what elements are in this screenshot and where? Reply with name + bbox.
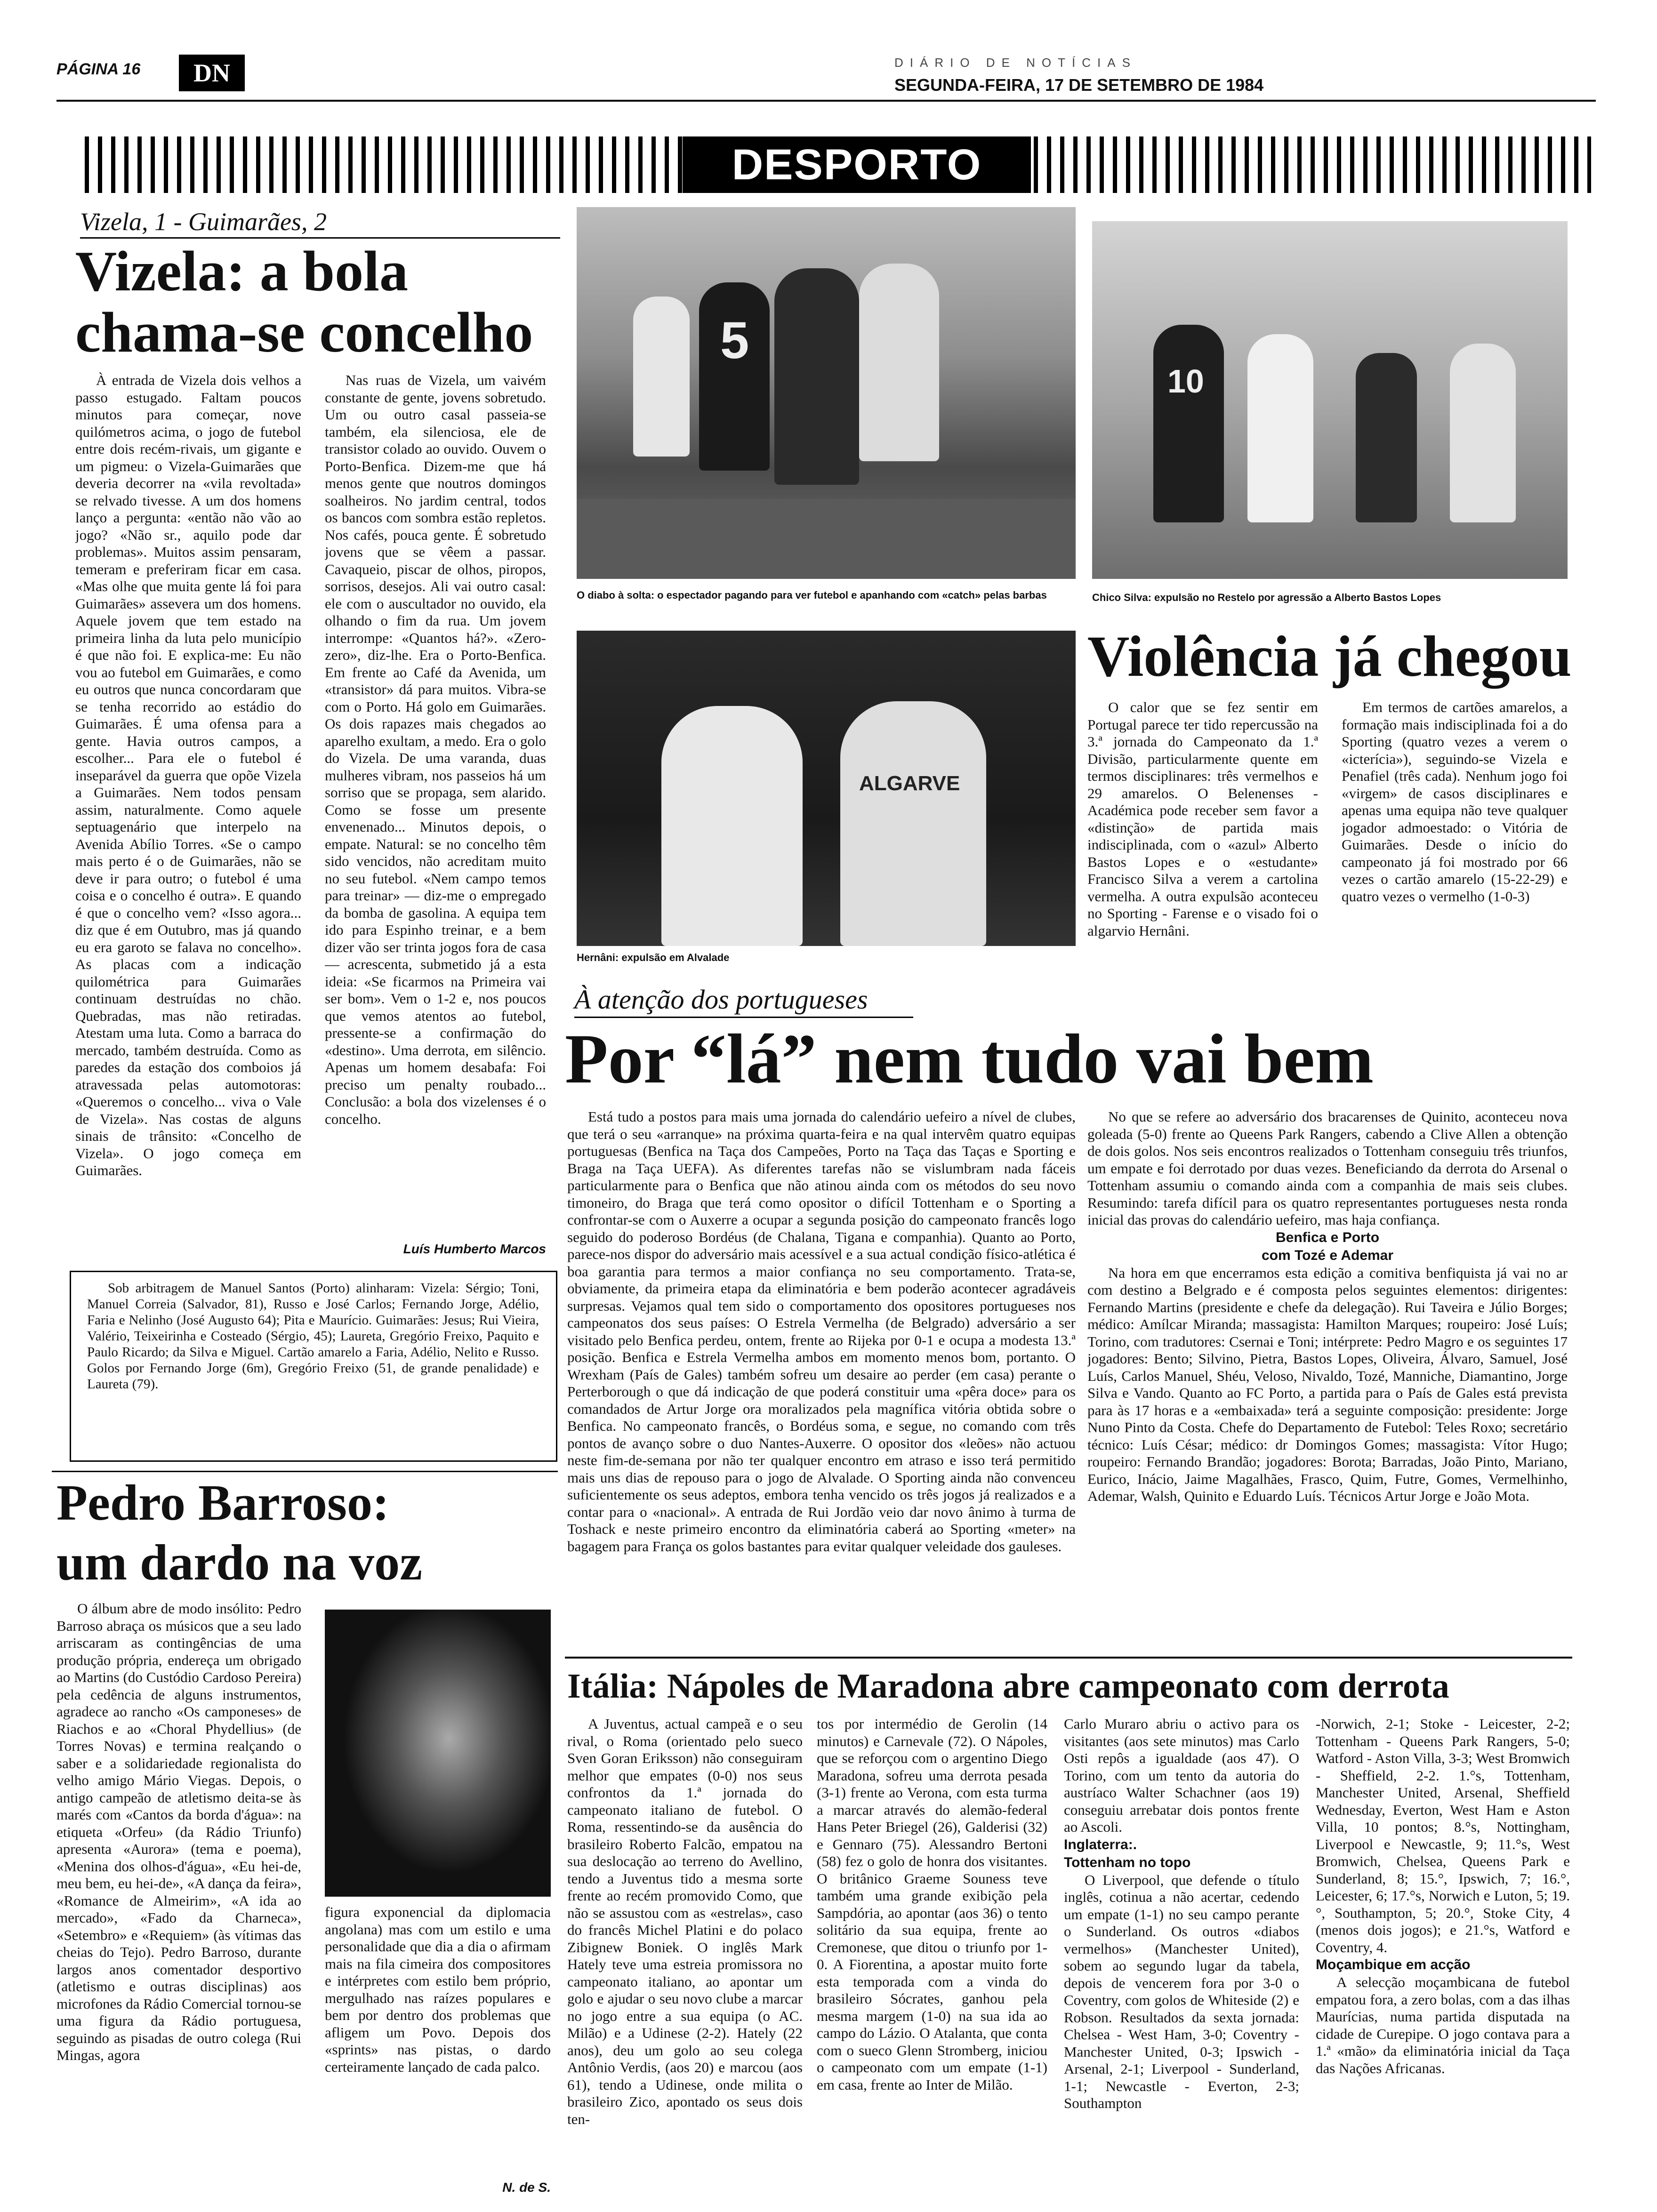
italia-column-1: A Juventus, actual campeã e o seu rival, o Roma (orientado pelo sueco Sven Goran Eriksson) não conseguiram melhor que empates (0-0) nos seus confrontos da 1.ª jornada do campeonato italiano de futebol. O Roma, ressentindo-se da ausência do brasileiro Roberto Falcão, empatou na sua deslocação ao terreno do Avellino, tendo a Juventus tido a mesma sorte frente ao recém promovido Como, que não se assustou com as «estrelas», caso do francês Michel Platini e do polaco Zibignew Boniek. O inglês Mark Hately teve uma estreia promissora no campeonato italiano, ao apontar um golo e ajudar o seu novo clube a marcar no jogo entre a sua equipa (o AC. Milão) e a Udinese (2-2). Hately (22 anos), deu um golo ao seu colega Antônio Verdis, (aos 20) e marcou (aos 61), tendo a Udinese, onde milita o brasileiro Zico, apontado os seus dois ten- (567, 1715, 803, 2127)
vizela-column-2: Nas ruas de Vizela, um vaivém constante de gente, jovens sobretudo. Um ou outro casal passeia-se também, ela silenciosa, ele de transistor colado ao ouvido. Ouvem o Porto-Benfica. Dizem-me que há menos gente que noutros domingos soalheiros. No jardim central, todos os bancos com sombra estão repletos. Nos cafés, pouca gente. É sobretudo jovens que se vêem a passar. Cavaqueio, piscar de olhos, piropos, sorrisos, desejos. Ali vai outro casal: ele com o auscultador no ouvido, ela olhando o fim da rua. Um jovem interrompe: «Quantos há?». «Zero-zero», diz-lhe. Era o Porto-Benfica. Em frente ao Café da Avenida, um «transistor» dá para muitos. Vibra-se com o Porto. Há golo em Guimarães. Os dois rapazes mais chegados ao aparelho exultam, a medo. Era o golo do Vizela. De uma varanda, duas mulheres vibram, nos passeios há um sorriso que se propaga, sem alarido. Como se fosse um presente envenenado... Minutos depois, o empate. Natural: se no concelho têm sido vencidos, não acreditam muito no seu futebol. «Nem campo temos para treinar» — diz-me o empregado da bomba de gasolina. A equipa tem ido para Espinho treinar, e a bem dizer vão ser trinta jogos fora de casa — acrescenta, submetido já a esta ideia: «Se ficarmos na Primeira vai ser bom». Vem o 1-2 e, nos poucos que vemos atentos ao futebol, pressente-se a confirmação do «destino». Uma derrota, em silêncio. Apenas um homem desabafa: Foi preciso um penalty roubado... Conclusão: a bola dos vizelenses é o concelho. (325, 372, 546, 1127)
photo-pedro-barroso (325, 1610, 551, 1897)
vizela-byline: Luís Humberto Marcos (403, 1242, 546, 1256)
italia-column-3: Carlo Muraro abriu o activo para os visitantes (aos sete minutos) mas Carlo Osti repôs a igualdade (aos 47). O Torino, com um tento da autoria do austríaco Walter Schachner (aos 19) conseguiu arrebatar dois pontos frente ao Ascoli. Inglaterra:. Tottenham no topo O Liverpool, que defende o título inglês, cotinua a não acertar, cedendo um empate (1-1) no seu campo perante o Sunderland. Os outros «diabos vermelhos» (Manchester United), sobem ao segundo lugar da tabela, depois de vencerem fora por 3-0 o Coventry, com golos de Whiteside (2) e Robson. Resultados da sexta jornada: Chelsea - West Ham, 3-0; Coventry - Manchester United, 0-3; Ipswich - Arsenal, 2-1; Liverpool - Sunderland, 1-1; Newcastle - Everton, 2-3; Southampton (1064, 1715, 1299, 2111)
publication-name: DIÁRIO DE NOTÍCIAS (894, 56, 1137, 70)
vizela-column-1: À entrada de Vizela dois velhos a passo estugado. Faltam poucos minutos para começar, nove quilómetros acima, o jogo de futebol entre dois recém-rivais, um gigante e um pigmeu: o Vizela-Guimarães que deveria decorrer na «vila revoltada» se relvado tivesse. A um dos homens lanço a pergunta: «então não vão ao jogo? «Não sr., aquilo pode dar problemas». Muitos assim pensaram, temeram e preferiram ficar em casa. «Mas olhe que muita gente lá foi para Guimarães» assevera um dos homens. Aquele jovem que tem estado na primeira linha da luta pelo município é que não foi. E explica-me: Eu não vou ao futebol em Guimarães, e como eu outros que nunca concordaram que se tenha recorrido ao estádio do Guimarães. É uma ofensa para a gente. Havia outros campos, a escolher... Para ele o futebol é inseparável da guerra que opõe Vizela a Guimarães. Nem todos pensam assim, naturalmente. Como aquele septuagenário que interpelo na Avenida Abílio Torres. «Se o campo mais perto é o de Guimarães, não se deve ir para outro; o futebol é uma coisa e o concelho é outra». E quando é que o concelho vem? «Isso agora... diz que é em Outubro, mas já quando eu era garoto se falava no concelho». As placas com a indicação quilométrica para Guimarães continuam destruídas no chão. Quebradas, mas não retiradas. Atestam uma luta. Como a barraca do mercado, também destruída. Como as paredes da estação dos comboios já atravessada pelas automotoras: «Queremos o concelho... viva o Vale de Vizela». Nas costas de alguns sinais de trânsito: «Concelho de Vizela». O jogo começa em Guimarães. (75, 372, 301, 1178)
shirt-text: ALGARVE (859, 772, 960, 795)
violencia-column-2: Em termos de cartões amarelos, a formação mais indisciplinada foi a do Sporting (quatro vezes a verem o «icterícia»), seguindo-se Vizela e Penafiel (três cada). Nenhum jogo foi «virgem» de casos disciplinares e apenas uma equipa não teve qualquer jogador admoestado: o Vitória de Guimarães. Desde o início do campeonato já foi mostrado por 66 vezes o cartão amarelo (15-22-29) e quatro vezes o vermelho (1-0-3) (1342, 699, 1568, 905)
italia-top-rule (565, 1657, 1572, 1659)
masthead-rule (56, 100, 1596, 102)
barroso-top-rule (52, 1471, 558, 1472)
mocambique-subhead: Moçambique em acção (1316, 1957, 1471, 1972)
caption-photo-fight: O diabo à solta: o espectador pagando para ver futebol e apanhando com «catch» pelas barbas (577, 589, 1047, 601)
kicker-underline (80, 237, 560, 239)
portugueses-subhead: Benfica e Porto com Tozé e Ademar (1261, 1229, 1394, 1263)
page-label: PÁGINA 16 (56, 60, 141, 78)
photo-hernani (577, 631, 1076, 946)
violencia-column-1: O calor que se fez sentir em Portugal parece ter tido repercussão na 3.ª jornada do Campeonato da 1.ª Divisão, particularmente quente em termos disciplinares: três vermelhos e 29 amarelos. O Belenenses - Académica pode receber sem favor a «distinção» de partida mais indisciplinada, com o «azul» Alberto Bastos Lopes e o «estudante» Francisco Silva a verem a cartolina vermelha. A outra expulsão aconteceu no Sporting - Farense e o visado foi o algarvio Hernâni. (1087, 699, 1318, 939)
publication-logo: DN (179, 55, 245, 91)
portugueses-kicker: À atenção dos portugueses (574, 984, 868, 1015)
caption-photo-chico-silva: Chico Silva: expulsão no Restelo por agressão a Alberto Bastos Lopes (1092, 592, 1441, 603)
vizela-kicker: Vizela, 1 - Guimarães, 2 (80, 208, 327, 236)
photo-chico-silva (1092, 221, 1568, 579)
jersey-number: 5 (720, 312, 749, 369)
vizela-headline-line-2: chama-se concelho (75, 301, 533, 364)
portugueses-headline: Por “lá” nem tudo vai bem (565, 1020, 1374, 1098)
italia-column-2: tos por intermédio de Gerolin (14 minutos) e Carnevale (72). O Nápoles, que se reforçou com o argentino Diego Maradona, sofreu uma derrota pesada (3-1) frente ao Verona, com esta turma a marcar através do alemão-federal Hans Peter Briegel (26), Galderisi (32) e Gennaro (75). Alessandro Bertoni (58) fez o golo de honra dos visitantes. O britânico Graeme Souness teve também uma grande exibição pela Sampdória, ao apontar (aos 36) o tento solitário da sua equipa, frente ao Cremonese, que ditou o triunfo por 1-0. A Fiorentina, a apostar muito forte esta temporada com a vinda do brasileiro Sócrates, ganhou pela mesma margem (1-0) na sua ida ao campo do Lázio. O Atalanta, que conta com o sueco Glenn Stromberg, iniciou o campeonato com um empate (1-1) em casa, frente ao Inter de Milão. (817, 1715, 1047, 2093)
section-title: DESPORTO (732, 141, 982, 189)
photo-fight (577, 207, 1076, 579)
barroso-headline-line-2: um dardo na voz (56, 1535, 423, 1591)
inglaterra-subhead: Inglaterra:. Tottenham no topo (1064, 1836, 1191, 1870)
violencia-headline: Violência já chegou (1087, 624, 1572, 689)
barroso-headline-line-1: Pedro Barroso: (56, 1475, 389, 1531)
jersey-number-2: 10 (1167, 363, 1204, 400)
vizela-headline-line-1: Vizela: a bola (75, 240, 409, 303)
vizela-lineup-text: Sob arbitragem de Manuel Santos (Porto) alinharam: Vizela: Sérgio; Toni, Manuel Correia (Salvador, 81), Russo e José Carlos; Fernando Jorge, Adélio, Faria e Nelinho (José Augusto 64); Pita e Maurício. Guimarães: Jesus; Rui Vieira, Valério, Teixeirinha e Costeado (Sérgio, 45); Laureta, Gregório Freixo, Paquito e Paulo Ricardo; da Silva e Miguel. Cartão amarelo a Faria, Adélio, Nelito e Russo. Golos por Fernando Jorge (6m), Gregório Freixo (51, de grande penalidade) e Laureta (79). (87, 1281, 539, 1392)
italia-headline: Itália: Nápoles de Maradona abre campeonato com derrota (567, 1667, 1449, 1706)
barroso-column-1: O álbum abre de modo insólito: Pedro Barroso abraça os músicos que a seu lado arriscaram as contingências de uma produção própria, endereça um obrigado ao Martins (do Custódio Cardoso Pereira) pela cedência de alguns instrumentos, agradece ao rancho «Os camponeses» de Riachos e ao «Choral Phydellius» (de Torres Novas) e termina realçando o saber e a solidariedade regionalista do velho amigo Mário Viegas. Depois, o antigo campeão de atletismo deita-se às marés com «Cantos da borda d'água»: na etiqueta «Orfeu» (da Rádio Triunfo) apresenta «Aurora» (tema e poema), «Menina dos olhos-d'água», «Eu hei-de, meu bem, eu hei-de», «A dança da feira», «Romance de Almeirim», «A ida ao mercado», «Fado da Charneca», «Setembro» e «Requiem» (às vítimas das cheias do Tejo). Pedro Barroso, durante largos anos comentador desportivo (atletismo e outras disciplinas) aos microfones da Rádio Comercial tornou-se uma figura da Rádio portuguesa, seguindo as pisadas de outro colega (Rui Mingas, agora (56, 1600, 301, 2063)
italia-column-4: -Norwich, 2-1; Stoke - Leicester, 2-2; Tottenham - Queens Park Rangers, 5-0; Watford - Aston Villa, 3-3; West Bromwich - Sheffield, 2-2. 1.°s, Tottenham, Manchester United, Arsenal, Sheffield Wednesday, Everton, West Ham e Aston Villa, 10 pontos; 8.°s, Nottingham, Liverpool e Newcastle, 9; 11.°s, West Bromwich, Chelsea, Queens Park e Sunderland, 8; 15.°, Ipswich, 7; 16.°, Leicester, 6; 17.°s, Norwich e Luton, 5; 19.°, Southampton, 5; 20.°, Stoke City, 4 (menos dois jogos); e 21.°s, Watford e Coventry, 4. Moçambique em acção A selecção moçambicana de futebol empatou fora, a zero bolas, com a das ilhas Maurícias, numa partida disputada na cidade de Curepipe. O jogo contava para a 1.ª «mão» da eliminatória inicial da Taça das Nações Africanas. (1316, 1715, 1570, 2076)
barroso-column-2: figura exponencial da diplomacia angolana) mas com um estilo e uma personalidade que dia a dia o afirmam mais na fila cimeira dos compositores e intérpretes com estilo bem próprio, mergulhado nas raízes populares e bem por dentro dos problemas que afligem um Povo. Depois dos «sprints» nas pistas, o dardo certeiramente lançado de cada palco. (325, 1904, 551, 2075)
barroso-byline: N. de S. (502, 2180, 551, 2195)
page-date: SEGUNDA-FEIRA, 17 DE SETEMBRO DE 1984 (894, 75, 1264, 95)
portugueses-column-1: Está tudo a postos para mais uma jornada do calendário uefeiro a nível de clubes, que terá o seu «arranque» na próxima quarta-feira e na qual intervêm quatro equipas portuguesas (Benfica na Taça dos Campeões, Porto na Taça das Taças e Sporting e Braga na Taça UEFA). As diferentes tarefas não se vislumbram nada fáceis particularmente para o Benfica que não atinou ainda com os métodos do seu novo timoneiro, do Braga que terá como opositor o difícil Tottenham e o Sporting a confrontar-se com o Auxerre a ocupar a segunda posição do campeonato francês logo seguido do poderoso Bordéus (de Chalana, Tigana e companhia). Quanto ao Porto, parece-nos dispor do adversário mais acessível e a sua actual condição físico-atlética é boa garantia para termos a maior confiança no seu comportamento. Trata-se, obviamente, da primeira etapa da eliminatória e bem poderão acontecer agradáveis surpresas. Vejamos qual tem sido o comportamento dos opositores portugueses nos campeonatos dos seus países: O Estrela Vermelha (de Belgrado) adversário a ser visitado pelo Benfica perdeu, ontem, frente ao Rijeka por 0-1 e ocupa a modesta 13.ª posição. Benfica e Estrela Vermelha ambos em momento menos bom, portanto. O Wrexham (País de Gales) também sofreu um desaire ao perder (em casa) perante o Perterborough o que dá indicação de que poderá constituir uma «pêra doce» para os comandados de Artur Jorge ora moralizados pela magnífica vitória obtida sobre o Benfica. No campeonato francês, o Bordéus soma, e segue, no comando com três pontos de avanço sobre o duo Nantes-Auxerre. O opositor dos «leões» não actuou neste fim-de-semana por não ter qualquer encontro em atraso e isso terá permitido mais uns dias de repouso para o jogo de Alvalade. O Sporting ainda não convenceu suficientemente os seus adeptos, embora tenha vencido os três jogos já realizados e a contar para o «nacional». A entrada de Rui Jordão veio dar novo ânimo à turma de Toshack e neste primeiro encontro da eliminatória caberá ao Sporting «meter» na bagagem para França os golos bastantes para evitar qualquer veleidade dos gauleses. (567, 1108, 1076, 1555)
portugueses-column-2: No que se refere ao adversário dos bracarenses de Quinito, aconteceu nova goleada (5-0) frente ao Queens Park Rangers, cabendo a Clive Allen a obtenção de dois golos. Nos seis encontros realizados o Tottenham conseguiu três triunfos, um empate e foi derrotado por duas vezes. Beneficiando da derrota do Arsenal o Tottenham assumiu o comando ainda com a companhia de mais seis clubes. Resumindo: tarefa difícil para os quatro representantes portugueses nesta ronda inicial das provas do calendário uefeiro, mas haja confiança. Benfica e Porto com Tozé e Ademar Na hora em que encerramos esta edição a comitiva benfiquista já vai no ar com destino a Belgrado e é composta pelos seguintes elementos: dirigentes: Fernando Martins (presidente e chefe da delegação). Rui Taveira e Júlio Borges; médico: Amílcar Miranda; massagista: Hamilton Marques; roupeiro: José Luís; Torino, com tradutores: Csernai e Toni; intérprete: Pedro Magro e os seguintes 17 jogadores: Bento; Silvino, Pietra, Bastos Lopes, Oliveira, Álvaro, Samuel, José Luís, Carlos Manuel, Shéu, Veloso, Nivaldo, Tozé, Manniche, Diamantino, Jorge Silva e Vando. Quanto ao FC Porto, a partida para o País de Gales está prevista para às 17 horas e a «embaixada» terá a seguinte composição: presidente: Jorge Nuno Pinto da Costa. Chefe do Departamento de Futebol: Teles Roxo; secretário técnico: Luís César; médico: dr Domingos Gomes; massagista: Vítor Hugo; roupeiro: Fernando Brandão; jogadores: Borota; Barradas, João Pinto, Mariano, Eurico, Inácio, Jaime Magalhães, Frasco, Quim, Futre, Gomes, Vermelhinho, Ademar, Walsh, Quinito e Eduardo Luís. Técnicos Artur Jorge e João Mota. (1087, 1108, 1568, 1504)
caption-photo-hernani: Hernâni: expulsão em Alvalade (577, 952, 730, 963)
